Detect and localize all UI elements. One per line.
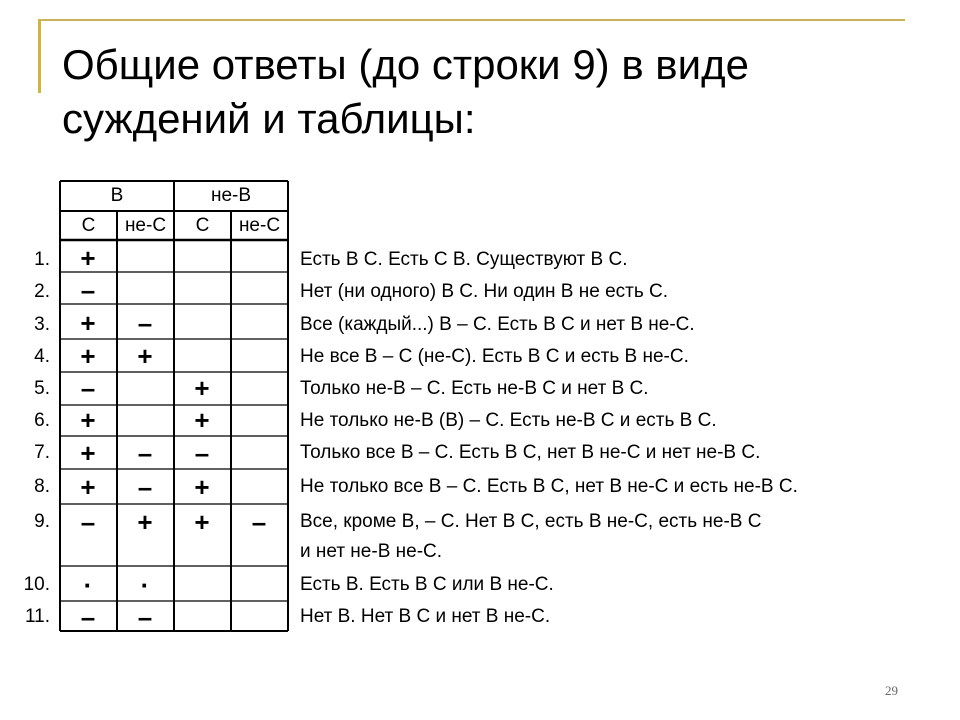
- cell-mark: –: [137, 602, 153, 632]
- row-statement: Нет В. Нет В С и нет В не-С.: [300, 606, 551, 627]
- row-statement: Не только все В – С. Есть В С, нет В не-С и есть не-В С.: [300, 476, 798, 497]
- cell-mark: –: [80, 507, 96, 537]
- header-b-c: С: [81, 215, 96, 236]
- cell-mark: –: [80, 373, 96, 403]
- cell-mark: +: [194, 373, 210, 403]
- header-not-b: не-В: [210, 185, 252, 206]
- row-number: 11.: [24, 606, 50, 627]
- cell-mark: +: [80, 243, 96, 273]
- cell-mark: –: [137, 472, 153, 502]
- row-number: 9.: [34, 511, 50, 532]
- row-number: 8.: [34, 476, 50, 497]
- cell-mark: –: [251, 507, 267, 537]
- header-not-b-c: С: [195, 215, 210, 236]
- title-line-1: Общие ответы (до строки 9) в виде: [62, 41, 749, 88]
- row-number: 4.: [34, 346, 50, 367]
- row-statement: Только все В – С. Есть В С, нет В не-С и нет не-В С.: [300, 442, 761, 463]
- row-statement: Все (каждый...) В – С. Есть В С и нет В не-С.: [300, 314, 695, 335]
- title-line-2: суждений и таблицы:: [62, 95, 476, 142]
- row-statement: Не все В – С (не-С). Есть В С и есть В не-С.: [300, 346, 689, 367]
- cell-mark: +: [194, 472, 210, 502]
- cell-mark: +: [194, 507, 210, 537]
- header-not-b-not-c: не-С: [238, 215, 281, 236]
- cell-mark: +: [137, 507, 153, 537]
- cell-mark: –: [137, 308, 153, 338]
- cell-mark: –: [80, 602, 96, 632]
- row-statement: Только не-В – С. Есть не-В С и нет В С.: [300, 378, 649, 399]
- row-number: 5.: [34, 378, 50, 399]
- header-b-not-c: не-С: [124, 215, 167, 236]
- cell-mark: +: [80, 438, 96, 468]
- row-statement: Есть В С. Есть С В. Существуют В С.: [300, 249, 628, 270]
- cell-mark: –: [137, 438, 153, 468]
- row-statement: Не только не-В (В) – С. Есть не-В С и есть В С.: [300, 410, 717, 431]
- cell-mark: +: [80, 341, 96, 371]
- row-number: 2.: [34, 281, 50, 302]
- row-number: 7.: [34, 442, 50, 463]
- row-statement: Нет (ни одного) В С. Ни один В не есть С.: [300, 281, 669, 302]
- cell-mark: +: [194, 405, 210, 435]
- row-number: 1.: [34, 249, 50, 270]
- row-statement: Все, кроме В, – С. Нет В С, есть В не-С, есть не-В С: [300, 511, 762, 532]
- cell-mark: +: [80, 405, 96, 435]
- cell-mark: ·: [140, 570, 150, 600]
- row-statement-continuation: и нет не-В не-С.: [300, 541, 443, 562]
- row-number: 10.: [23, 574, 50, 595]
- row-statement: Есть В. Есть В С или В не-С.: [300, 574, 554, 595]
- cell-mark: ·: [83, 570, 93, 600]
- cell-mark: –: [80, 275, 96, 305]
- slide-number: 29: [885, 683, 898, 698]
- cell-mark: +: [137, 341, 153, 371]
- cell-mark: +: [80, 308, 96, 338]
- row-number: 6.: [34, 410, 50, 431]
- cell-mark: +: [80, 472, 96, 502]
- header-b: В: [110, 185, 124, 206]
- cell-mark: –: [194, 438, 210, 468]
- row-number: 3.: [34, 314, 50, 335]
